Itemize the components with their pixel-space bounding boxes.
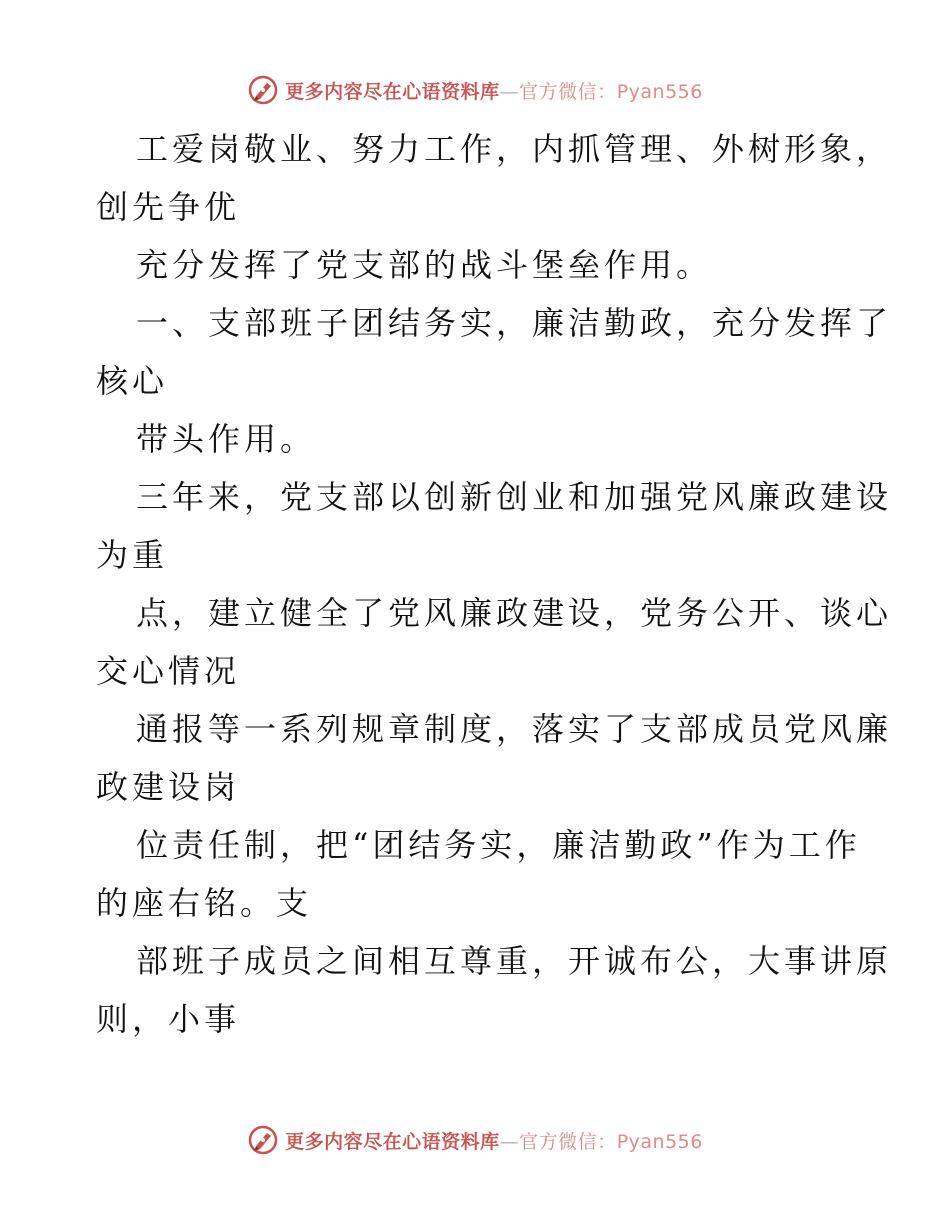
footer-watermark: [0, 1122, 950, 1158]
text-line: 的座右铭。支: [96, 884, 313, 922]
pen-logo-icon: [247, 74, 279, 106]
text-line: 通报等一系列规章制度，落实了支部成员党风廉: [136, 710, 893, 748]
watermark-separator: —: [499, 80, 520, 103]
watermark-id: Pyan556: [616, 1130, 703, 1153]
text-line: 为重: [96, 536, 169, 574]
pen-logo-icon: [247, 1124, 279, 1156]
text-line: 核心: [96, 362, 169, 400]
text-line: 带头作用。: [136, 420, 317, 458]
watermark-prefix: 更多内容尽在心语资料库: [285, 1130, 500, 1153]
header-watermark: [0, 72, 950, 108]
watermark-text: [285, 77, 703, 104]
text-line: 部班子成员之间相互尊重，开诚布公，大事讲原: [136, 942, 893, 980]
watermark-prefix: 更多内容尽在心语资料库: [285, 80, 500, 103]
watermark-text: [285, 1127, 703, 1154]
watermark-suffix: 官方微信：: [519, 80, 617, 103]
document-body: [96, 120, 893, 1048]
text-line: 交心情况: [96, 652, 241, 690]
text-line: 点，建立健全了党风廉政建设，党务公开、谈心: [136, 594, 893, 632]
watermark-separator: —: [499, 1130, 520, 1153]
watermark-suffix: 官方微信：: [519, 1130, 617, 1153]
text-line: 创先争优: [96, 188, 241, 226]
text-line: 充分发挥了党支部的战斗堡垒作用。: [136, 246, 713, 284]
text-line: 政建设岗: [96, 768, 241, 806]
text-line: 则，小事: [96, 1000, 241, 1038]
text-line: 工爱岗敬业、努力工作，内抓管理、外树形象，: [136, 130, 893, 168]
text-line: 位责任制，把“团结务实，廉洁勤政”作为工作: [136, 826, 861, 864]
watermark-id: Pyan556: [616, 80, 703, 103]
text-line: 一、支部班子团结务实，廉洁勤政，充分发挥了: [136, 304, 893, 342]
text-line: 三年来，党支部以创新创业和加强党风廉政建设: [136, 478, 893, 516]
